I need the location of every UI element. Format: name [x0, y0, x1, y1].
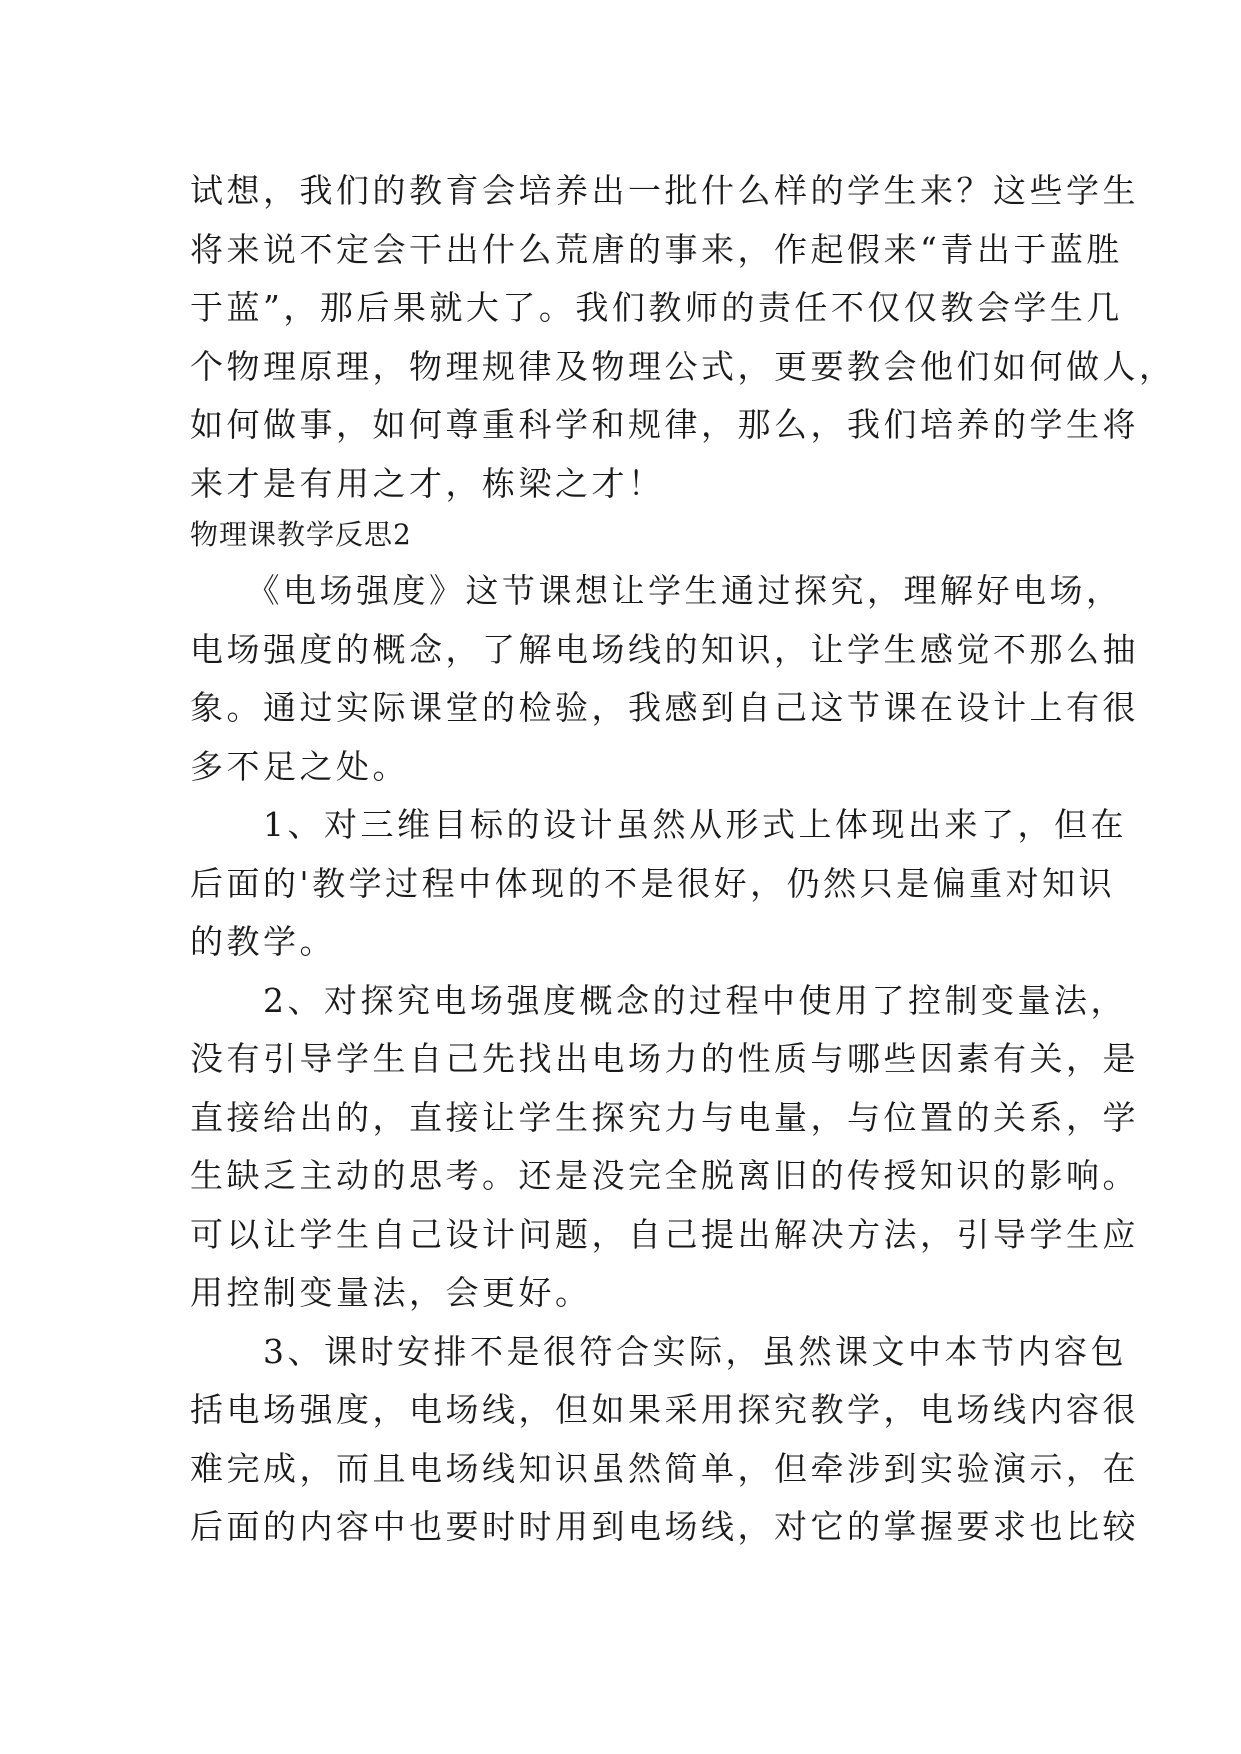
text-line: 于蓝”，那后果就大了。我们教师的责任不仅仅教会学生几 — [190, 288, 1123, 327]
text-line: 来才是有用之才，栋梁之才！ — [190, 463, 665, 503]
paragraph-2 — [190, 796, 1127, 972]
paragraph-3 — [190, 972, 1139, 1323]
paragraph-1 — [190, 562, 1139, 796]
intro-paragraph — [190, 162, 1176, 513]
text-line: 生缺乏主动的思考。还是没完全脱离旧的传授知识的影响。 — [190, 1156, 1139, 1195]
text-line: 用控制变量法，会更好。 — [190, 1273, 592, 1312]
text-line: 如何做事，如何尊重科学和规律，那么，我们培养的学生将 — [190, 405, 1139, 444]
text-line: 后面的'教学过程中体现的不是很好，仍然只是偏重对知识 — [190, 863, 1116, 903]
text-line: 《电场强度》这节课想让学生通过探究，理解好电场， — [190, 571, 1123, 610]
paragraph-4 — [190, 1323, 1139, 1557]
text-line: 试想，我们的教育会培养出一批什么样的学生来？这些学生 — [190, 171, 1139, 210]
text-line: 1、对三维目标的设计虽然从形式上体现出来了，但在 — [190, 805, 1127, 844]
text-line: 后面的内容中也要时时用到电场线，对它的掌握要求也比较 — [190, 1507, 1139, 1546]
text-line: 没有引导学生自己先找出电场力的性质与哪些因素有关，是 — [190, 1039, 1139, 1078]
text-line: 难完成，而且电场线知识虽然简单，但牵涉到实验演示，在 — [190, 1448, 1139, 1488]
text-line: 个物理原理，物理规律及物理公式，更要教会他们如何做人， — [190, 346, 1176, 386]
text-line: 多不足之处。 — [190, 746, 409, 786]
document-body — [190, 162, 1176, 1557]
text-line: 2、对探究电场强度概念的过程中使用了控制变量法， — [190, 980, 1127, 1020]
text-line: 可以让学生自己设计问题，自己提出解决方法，引导学生应 — [190, 1214, 1139, 1254]
text-line: 括电场强度，电场线，但如果采用探究教学，电场线内容很 — [190, 1390, 1139, 1429]
text-line: 将来说不定会干出什么荒唐的事来，作起假来“青出于蓝胜 — [190, 229, 1123, 269]
text-line: 直接给出的，直接让学生探究力与电量，与位置的关系，学 — [190, 1097, 1139, 1137]
text-line: 3、课时安排不是很符合实际，虽然课文中本节内容包 — [190, 1331, 1127, 1371]
text-line: 的教学。 — [190, 922, 336, 961]
section-heading: 物理课教学反思2 — [190, 518, 412, 551]
text-line: 象。通过实际课堂的检验，我感到自己这节课在设计上有很 — [190, 688, 1139, 727]
text-line: 电场强度的概念，了解电场线的知识，让学生感觉不那么抽 — [190, 629, 1139, 669]
